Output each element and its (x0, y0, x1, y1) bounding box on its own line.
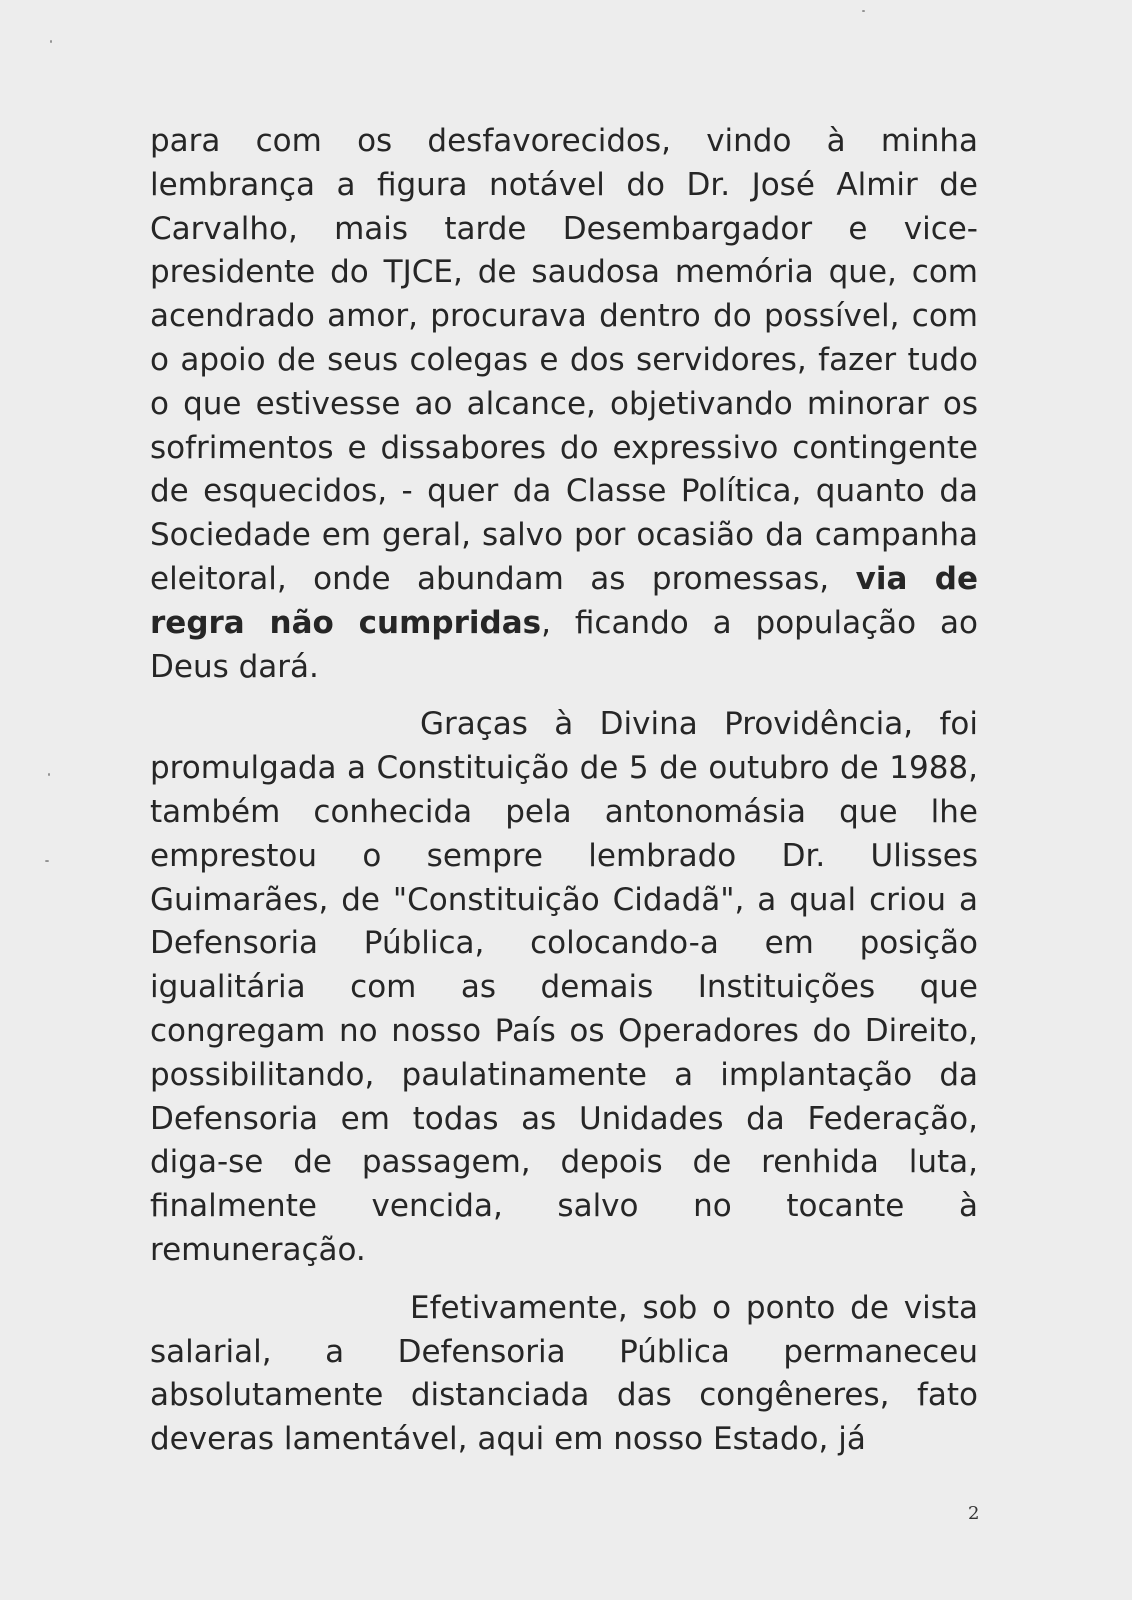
page-number: 2 (968, 1503, 980, 1524)
paragraph-3: Efetivamente, sob o ponto de vista salarial, a Defensoria Pública permaneceu absolutamente distanciada das congêneres, fato deveras lamentável, aqui em nosso Estado, já (150, 1289, 978, 1458)
scan-speck (45, 860, 49, 862)
paragraph-2: Graças à Divina Providência, foi promulgada a Constituição de 5 de outubro de 1988, também conhecida pela antonomásia que lhe emprestou o sempre lembrado Dr. Ulisses Guimarães, de "Constituição Cidadã", a qual criou a Defensoria Pública, colocando-a em posição igualitária com as demais Instituições que congregam no nosso País os Operadores do Direito, possibilitando, paulatinamente a implantação da Defensoria em todas as Unidades da Federação, diga-se de passagem, depois de renhida luta, finalmente vencida, salvo no tocante à remuneração. (150, 706, 978, 1268)
body-text (150, 120, 978, 1462)
paragraph-1-ending: , ficando a população ao Deus dará. (150, 604, 978, 685)
paragraph-1 (150, 120, 978, 689)
bold-emphasis: via de regra não cumpridas (150, 560, 979, 641)
paragraph-1-text: para com os desfavorecidos, vindo à minha lembrança a figura notável do Dr. José Almir de Carvalho, mais tarde Desembargador e vice-presidente do TJCE, de saudosa memória que, com acendrado amor, procurava dentro do possível, com o apoio de seus colegas e dos servidores, fazer tudo o que estivesse ao alcance, objetivando minorar os sofrimentos e dissabores do expressivo contingente de esquecidos, - quer da Classe Política, quanto da Sociedade em geral, salvo por ocasião da campanha eleitoral, onde abundam as promessas, (150, 123, 978, 597)
scan-speck (48, 773, 50, 776)
scan-speck (50, 40, 52, 43)
scan-speck (862, 10, 865, 12)
